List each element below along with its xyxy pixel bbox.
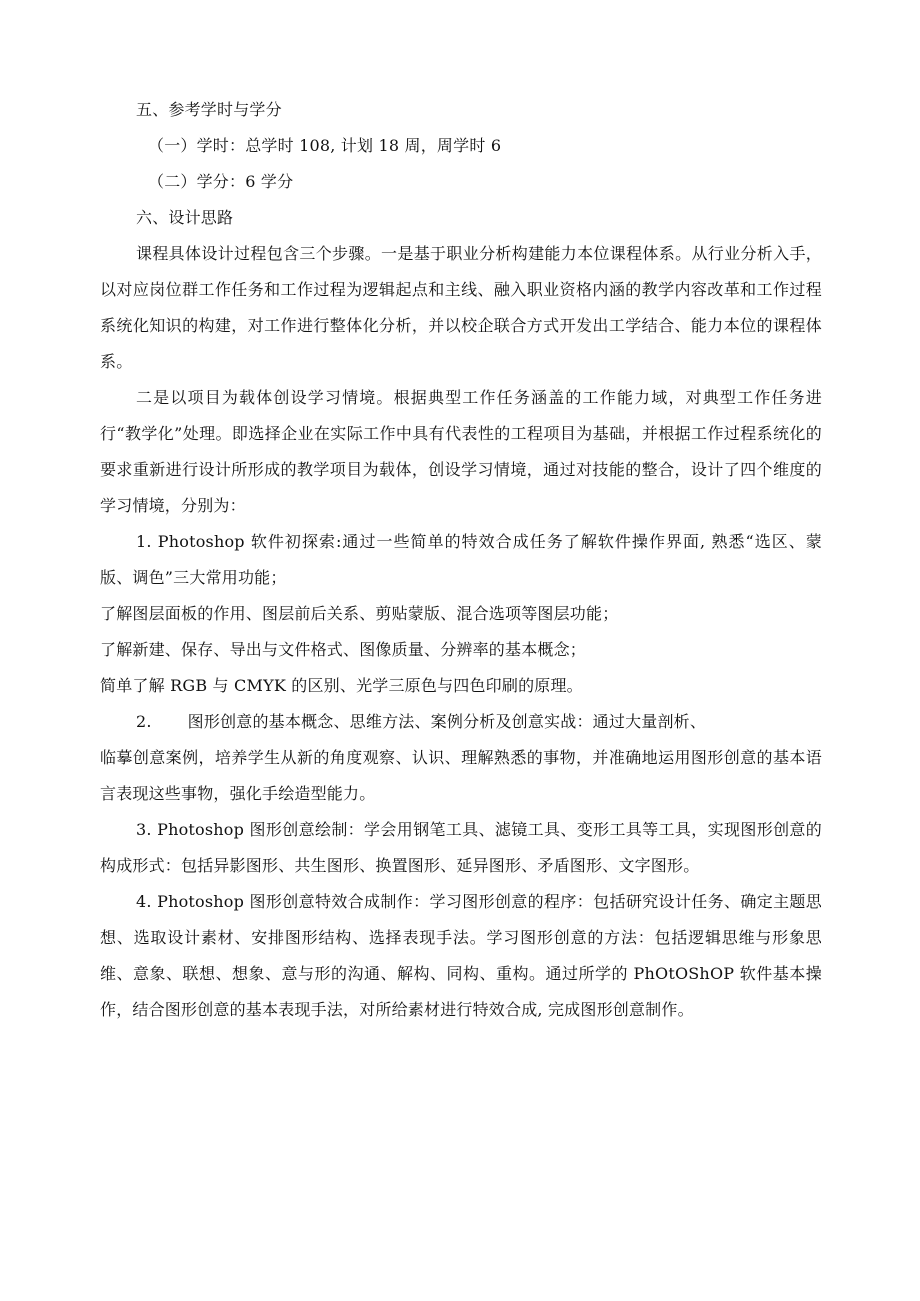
list-item-1: 1. Photoshop 软件初探索:通过一些简单的特效合成任务了解软件操作界面, 熟悉“选区、蒙版、调色”三大常用功能； <box>100 532 822 587</box>
paragraph-2: 二是以项目为载体创设学习情境。根据典型工作任务涵盖的工作能力域，对典型工作任务进行“教学化”处理。即选择企业在实际工作中具有代表性的工程项目为基础，并根据工作过程系统化的要求重新进行设计所形成的教学项目为载体，创设学习情境，通过对技能的整合，设计了四个维度的学习情境，分别为： <box>100 388 822 515</box>
list-item-1-line-2: 了解图层面板的作用、图层前后关系、剪贴蒙版、混合选项等图层功能； <box>100 604 619 623</box>
list-item-3: 3. Photoshop 图形创意绘制：学会用钢笔工具、滤镜工具、变形工具等工具，实现图形创意的构成形式：包括异影图形、共生图形、换置图形、延异图形、矛盾图形、文字图形。 <box>100 820 822 875</box>
list-item-2-number: 2. <box>136 712 152 731</box>
list-item-1-line-4: 简单了解 RGB 与 CMYK 的区别、光学三原色与四色印刷的原理。 <box>100 676 583 695</box>
section-5-item-2: （二）学分：6 学分 <box>148 172 294 191</box>
list-item-2-continuation: 临摹创意案例，培养学生从新的角度观察、认识、理解熟悉的事物，并准确地运用图形创意的基本语言表现这些事物，强化手绘造型能力。 <box>100 748 822 803</box>
section-heading-5: 五、参考学时与学分 <box>136 100 282 119</box>
document-body <box>100 92 822 1028</box>
list-item-4: 4. Photoshop 图形创意特效合成制作：学习图形创意的程序：包括研究设计任务、确定主题思想、选取设计素材、安排图形结构、选择表现手法。学习图形创意的方法：包括逻辑思维与形象思维、意象、联想、想象、意与形的沟通、解构、同构、重构。通过所学的 PhOtOShOP 软件基本操作，结合图形创意的基本表现手法，对所给素材进行特效合成, 完成图形创意制作。 <box>100 892 822 1019</box>
paragraph-1: 课程具体设计过程包含三个步骤。一是基于职业分析构建能力本位课程体系。从行业分析入手，以对应岗位群工作任务和工作过程为逻辑起点和主线、融入职业资格内涵的教学内容改革和工作过程系统化知识的构建，对工作进行整体化分析，并以校企联合方式开发出工学结合、能力本位的课程体系。 <box>100 244 822 371</box>
list-item-2 <box>100 704 822 740</box>
list-item-1-line-3: 了解新建、保存、导出与文件格式、图像质量、分辨率的基本概念； <box>100 640 587 659</box>
section-5-item-1: （一）学时：总学时 108, 计划 18 周，周学时 6 <box>148 136 502 155</box>
section-heading-6: 六、设计思路 <box>136 208 234 227</box>
list-item-2-text: 图形创意的基本概念、思维方法、案例分析及创意实战：通过大量剖析、 <box>187 712 707 731</box>
